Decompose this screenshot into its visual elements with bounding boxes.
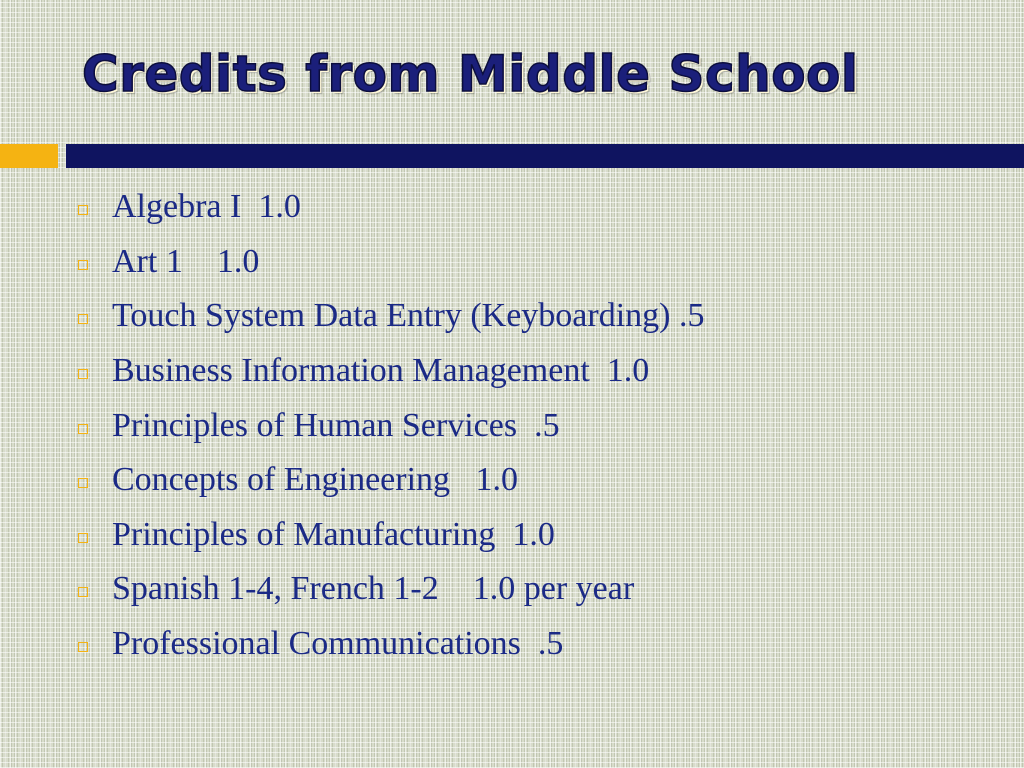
square-bullet-icon — [78, 205, 88, 215]
square-bullet-icon — [78, 260, 88, 270]
square-bullet-icon — [78, 424, 88, 434]
title-rule-bar — [66, 144, 1024, 168]
list-item-text: Spanish 1-4, French 1-2 1.0 per year — [112, 570, 635, 608]
list-item — [78, 562, 704, 617]
square-bullet-icon — [78, 314, 88, 324]
square-bullet-icon — [78, 587, 88, 597]
list-item — [78, 453, 704, 508]
list-item — [78, 289, 704, 344]
square-bullet-icon — [78, 533, 88, 543]
list-item — [78, 180, 704, 235]
list-item-text: Professional Communications .5 — [112, 625, 564, 663]
list-item — [78, 344, 704, 399]
slide-title: Credits from Middle School — [82, 45, 859, 103]
list-item — [78, 617, 704, 672]
list-item — [78, 508, 704, 563]
list-item-text: Concepts of Engineering 1.0 — [112, 461, 519, 499]
accent-bar — [0, 144, 58, 168]
list-item-text: Principles of Manufacturing 1.0 — [112, 515, 555, 553]
list-item-text: Principles of Human Services .5 — [112, 406, 560, 444]
list-item-text: Algebra I 1.0 — [112, 188, 301, 226]
square-bullet-icon — [78, 478, 88, 488]
list-item — [78, 398, 704, 453]
square-bullet-icon — [78, 642, 88, 652]
list-item-text: Business Information Management 1.0 — [112, 352, 650, 390]
list-item — [78, 235, 704, 290]
list-item-text: Art 1 1.0 — [112, 242, 260, 280]
list-item-text: Touch System Data Entry (Keyboarding) .5 — [112, 297, 705, 335]
credit-list — [78, 180, 704, 671]
square-bullet-icon — [78, 369, 88, 379]
